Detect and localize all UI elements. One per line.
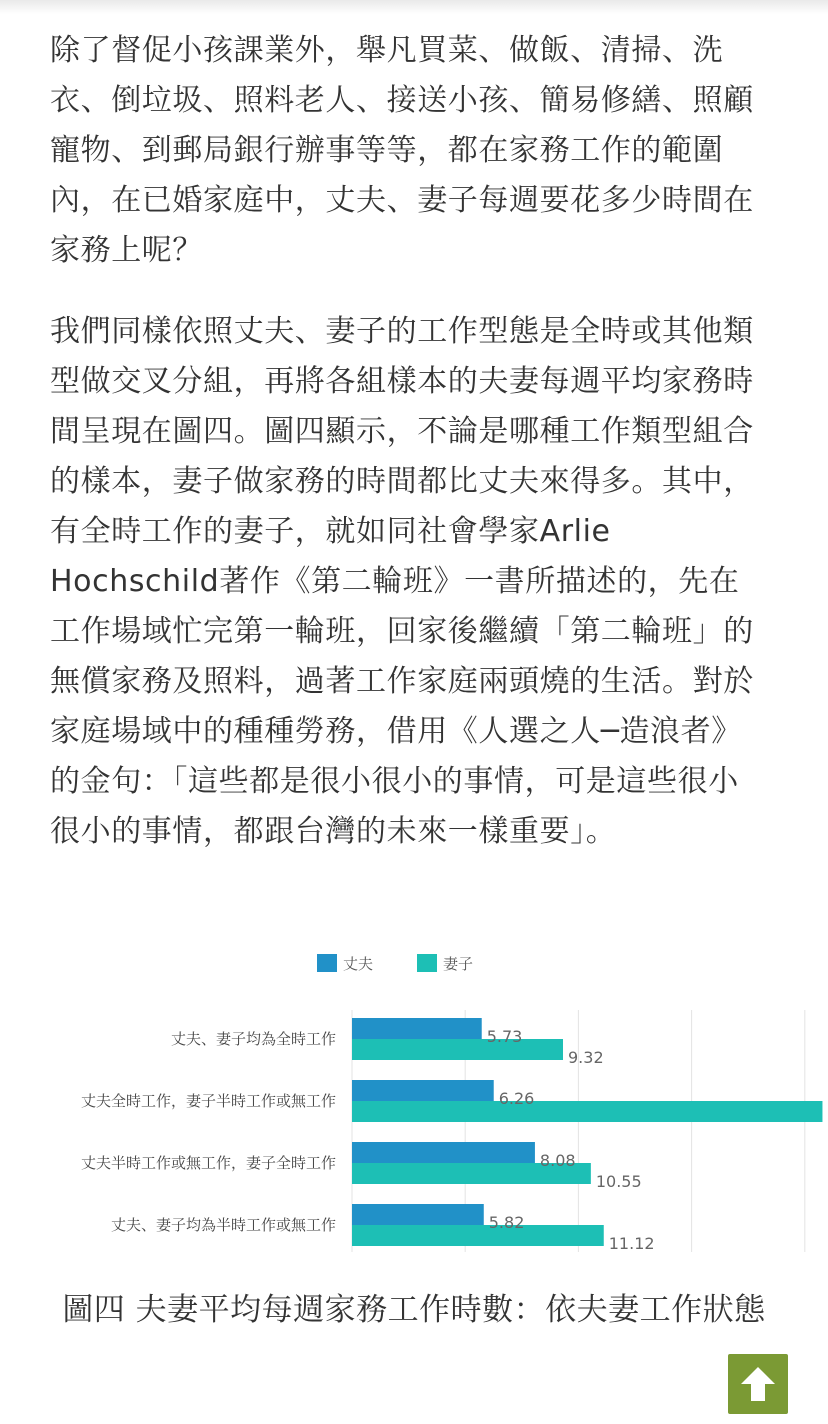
bar-wife-2 <box>352 1101 822 1122</box>
category-label-3: 丈夫半時工作或無工作，妻子全時工作 <box>80 1154 336 1172</box>
value-label-wife-1: 9.32 <box>568 1048 604 1067</box>
chart-legend <box>317 954 473 973</box>
value-label-husband-1: 5.73 <box>486 1027 523 1046</box>
top-shadow <box>0 0 828 14</box>
legend-swatch-2 <box>417 954 437 972</box>
value-label-husband-4: 5.82 <box>488 1213 525 1232</box>
chart-category-labels <box>81 1030 336 1234</box>
bar-husband-3 <box>352 1142 535 1163</box>
article-body <box>50 26 766 888</box>
legend-label-1: 丈夫 <box>343 955 374 973</box>
figure-4-chart <box>0 940 828 1270</box>
chart-value-labels <box>487 1027 828 1253</box>
arrow-up-icon <box>739 1365 777 1403</box>
category-label-4: 丈夫、妻子均為半時工作或無工作 <box>110 1216 336 1234</box>
category-label-2: 丈夫全時工作，妻子半時工作或無工作 <box>80 1092 336 1110</box>
legend-swatch-1 <box>317 954 337 972</box>
category-label-1: 丈夫、妻子均為全時工作 <box>170 1030 336 1048</box>
legend-label-2: 妻子 <box>443 955 474 973</box>
bar-husband-4 <box>352 1204 484 1225</box>
bar-wife-4 <box>352 1225 604 1246</box>
value-label-wife-3: 10.55 <box>595 1172 642 1191</box>
paragraph-1: 除了督促小孩課業外，舉凡買菜、做飯、清掃、洗衣、倒垃圾、照料老人、接送小孩、簡易修繕、照顧寵物、到郵局銀行辦事等等，都在家務工作的範圍內，在已婚家庭中，丈夫、妻子每週要花多少時間在家務上呢？ <box>50 33 754 268</box>
paragraph-2: 我們同樣依照丈夫、妻子的工作型態是全時或其他類型做交叉分組，再將各組樣本的夫妻每週平均家務時間呈現在圖四。圖四顯示，不論是哪種工作類型組合的樣本，妻子做家務的時間都比丈夫來得多。其中，有全時工作的妻子，就如同社會學家Arlie Hochschild著作《第二輪班》一書所描述的，先在工作場域忙完第一輪班，回家後繼續「第二輪班」的無償家務及照料，過著工作家庭兩頭燒的生活。對於家庭場域中的種種勞務，借用《人選之人─造浪者》的金句：「這些都是很小很小的事情，可是這些很小很小的事情，都跟台灣的未來一樣重要」。 <box>50 314 754 849</box>
value-label-wife-4: 11.12 <box>608 1234 655 1253</box>
figure-caption: 圖四 夫妻平均每週家務工作時數：依夫妻工作狀態 <box>62 1292 766 1328</box>
value-label-husband-3: 8.08 <box>539 1151 576 1170</box>
back-to-top-button[interactable] <box>728 1354 788 1414</box>
bar-husband-1 <box>352 1018 482 1039</box>
bar-wife-1 <box>352 1039 563 1060</box>
bar-husband-2 <box>352 1080 494 1101</box>
value-label-husband-2: 6.26 <box>498 1089 535 1108</box>
